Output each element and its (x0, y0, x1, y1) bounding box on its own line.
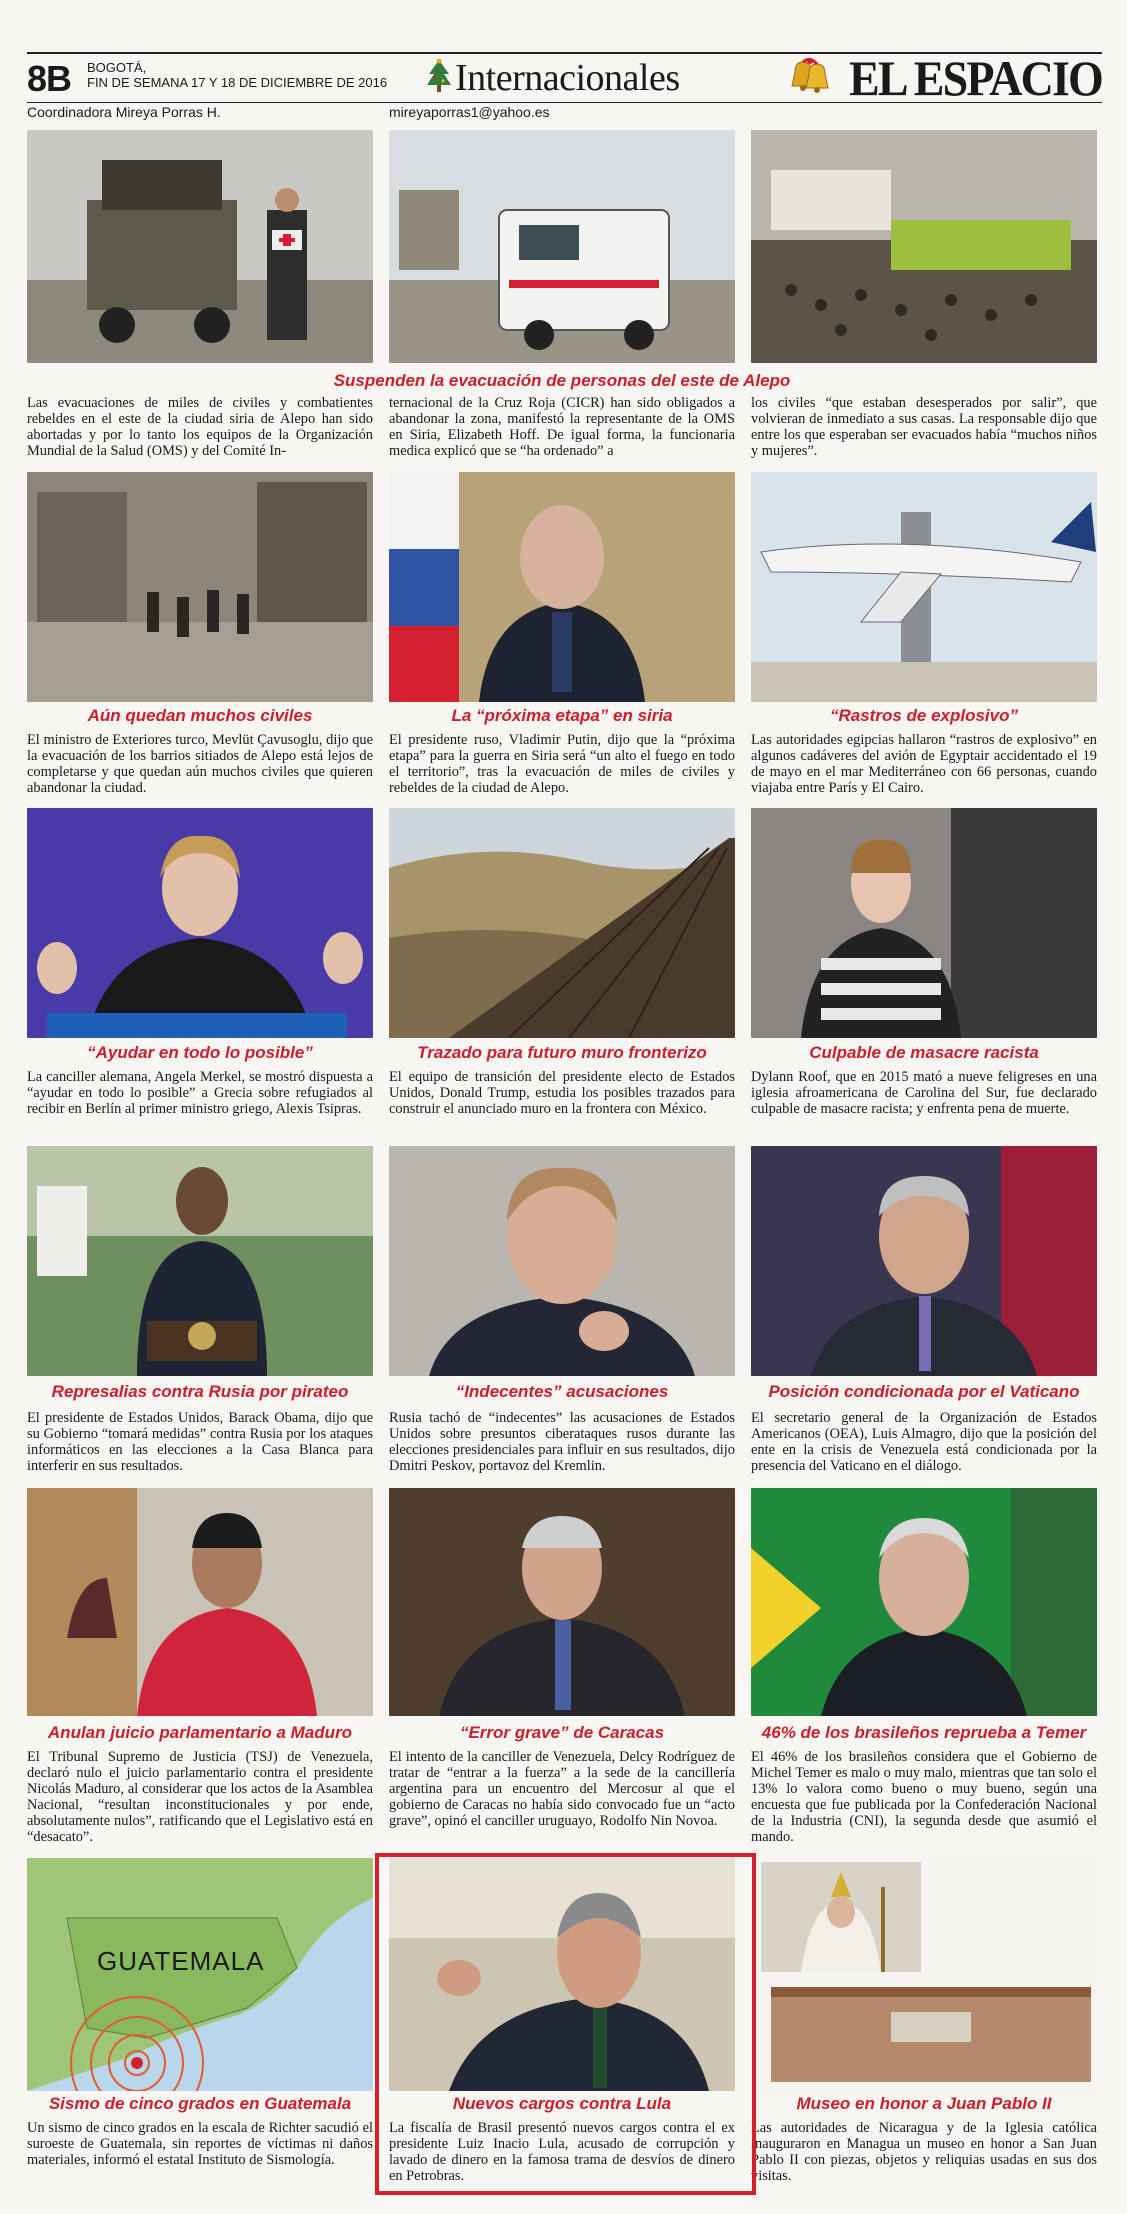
photo-aleppo-ruins (27, 472, 373, 702)
date-label: FIN DE SEMANA 17 Y 18 DE DICIEMBRE DE 2016 (87, 75, 388, 90)
map-label: GUATEMALA (97, 1946, 265, 1976)
story-headline: Trazado para futuro muro fronterizo (417, 1043, 707, 1062)
story-headline: “Indecentes” acusaciones (455, 1382, 669, 1401)
story-headline: Represalias contra Rusia por pirateo (51, 1382, 349, 1401)
story-text: La canciller alemana, Angela Merkel, se mostró dispuesta a “ayudar en todo lo posible” a Grecia sobre refugiados al recibir en Berlín al primer ministro griego, Alexis Tsipras. (27, 1069, 373, 1117)
photo-peskov (389, 1146, 735, 1376)
photo-maduro (27, 1488, 373, 1716)
story-headline: Culpable de masacre racista (809, 1043, 1039, 1062)
lead-headline: Suspenden la evacuación de personas del este de Alepo (333, 371, 791, 390)
photo-almagro (751, 1146, 1097, 1376)
story-headline: Museo en honor a Juan Pablo II (796, 2094, 1052, 2113)
lead-text-col3: los civiles “que estaban desesperados por salir”, que volvieran de inmediato a sus casas. La responsable dijo que entre los que esperaban ser evacuados había “muchos niños y mujeres”. (751, 395, 1097, 459)
page-header (27, 50, 1102, 106)
photo-temer (751, 1488, 1097, 1716)
photo-evacuation-truck (27, 130, 373, 363)
highlight-box-lula-story (375, 1853, 756, 2195)
story-text: El presidente ruso, Vladimir Putin, dijo que la “próxima etapa” para la guerra en Siria será “un alto el fuego en todo el territorio”, tras la evacuación de miles de civiles y rebeldes de la ciudad de Alepo. (389, 732, 735, 796)
coordinator-email: mireyaporras1@yahoo.es (389, 104, 550, 120)
story-text: Un sismo de cinco grados en la escala de Richter sacudió el suroeste de Guatemala, sin reportes de víctimas ni daños materiales, informó el estatal Instituto de Sismología. (27, 2120, 373, 2168)
photo-putin (389, 472, 735, 702)
story-headline: Nuevos cargos contra Lula (452, 2094, 672, 2113)
page-number: 8B (27, 58, 72, 99)
dateline (87, 60, 387, 90)
masthead: EL ESPACIO (849, 50, 1102, 106)
photo-egyptair-plane (751, 472, 1097, 702)
story-headline: Posición condicionada por el Vaticano (768, 1382, 1080, 1401)
story-text: La fiscalía de Brasil presentó nuevos cargos contra el ex presidente Luiz Inacio Lula, acusado de corrupción y lavado de dinero en la famosa trama de desvíos de dinero en Petrobras. (389, 2120, 735, 2184)
city-label: BOGOTÁ, (87, 60, 147, 75)
story-headline: 46% de los brasileños reprueba a Temer (761, 1723, 1087, 1742)
photo-border-wall (389, 808, 735, 1038)
photo-nin-novoa (389, 1488, 735, 1716)
lead-text-col2: ternacional de la Cruz Roja (CICR) han sido obligados a abandonar la zona, manifestó la representante de la OMS en Siria, Elizabeth Hoff. De igual forma, la funcionaria medica explicó que se “ha ordenado” a (389, 395, 735, 459)
story-text: El 46% de los brasileños considera que el Gobierno de Michel Temer es malo o muy malo, mientras que tan solo el 13% lo valora como bueno o muy bueno, según una encuesta que fue publicada por la Confederación Nacional de la Industria (CNI), la segunda desde que asumió el mando. (751, 1749, 1097, 1845)
story-text: El intento de la canciller de Venezuela, Delcy Rodríguez de tratar de “entrar a la fuerza” a la sede de la cancillería argentina para un encuentro del Mercosur al que el gobierno de Caracas no había sido convocado fue un “acto grave”, opinó el canciller uruguayo, Rodolfo Nin Novoa. (389, 1749, 735, 1829)
lead-text-col1: Las evacuaciones de miles de civiles y combatientes rebeldes en el este de la ciudad siria de Alepo han sido abortadas y por lo tanto los equipos de la Organización Mundial de la Salud (OMS) y del Comité In- (27, 395, 373, 459)
christmas-tree-icon (425, 58, 453, 96)
story-headline: Aún quedan muchos civiles (87, 706, 313, 725)
story-text: El ministro de Exteriores turco, Mevlüt Çavusoglu, dijo que la evacuación de los barrios sitiados de Alepo está lejos de completarse y que quedan aún muchos civiles que quieren abandonar la ciudad. (27, 732, 373, 796)
photo-obama (27, 1146, 373, 1376)
photo-dylann-roof (751, 808, 1097, 1038)
story-headline: Anulan juicio parlamentario a Maduro (47, 1723, 353, 1742)
photo-merkel (27, 808, 373, 1038)
story-text: Las autoridades egipcias hallaron “rastros de explosivo” en algunos cadáveres del avión de Egyptair accidentado el 19 de mayo en el mar Mediterráneo con 66 personas, cuando viajaba entre París y El Cairo. (751, 732, 1097, 796)
story-headline: “Error grave” de Caracas (459, 1723, 665, 1742)
story-headline: “Rastros de explosivo” (829, 706, 1018, 725)
coordinator-credit: Coordinadora Mireya Porras H. (27, 104, 221, 120)
story-headline: “Ayudar en todo lo posible” (87, 1043, 313, 1062)
photo-guatemala-map (27, 1858, 373, 2091)
story-text: Dylann Roof, que en 2015 mató a nueve feligreses en una iglesia afroamericana de Carolina del Sur, fue declarado culpable de masacre racista; y enfrenta pena de muerte. (751, 1069, 1097, 1117)
story-headline: Sismo de cinco grados en Guatemala (48, 2094, 352, 2113)
story-text: Las autoridades de Nicaragua y de la Iglesia católica inauguraron en Managua un museo en honor a San Juan Pablo II con piezas, objetos y reliquias usadas en sus dos visitas. (751, 2120, 1097, 2184)
story-text: El presidente de Estados Unidos, Barack Obama, dijo que su Gobierno “tomará medidas” contra Rusia por los ataques informáticos en las elecciones a la Casa Blanca para interferir en sus resultados. (27, 1410, 373, 1474)
christmas-bells-icon (785, 58, 835, 98)
photo-buses-crowd (751, 130, 1097, 363)
section-title: Internacionales (455, 57, 680, 99)
story-headline: La “próxima etapa” en siria (451, 706, 673, 725)
story-text: Rusia tachó de “indecentes” las acusaciones de Estados Unidos sobre presuntos ciberataques rusos durante las elecciones presidenciales para influir en sus resultados, dijo Dmitri Peskov, portavoz del Kremlin. (389, 1410, 735, 1474)
photo-red-cross-ambulance (389, 130, 735, 363)
story-text: El Tribunal Supremo de Justicia (TSJ) de Venezuela, declaró nulo el juicio parlamentario contra el presidente Nicolás Maduro, al considerar que los actos de la Asamblea Nacional, “resultan inconstitucionales y por ende, absolutamente nulos”, ratificando que el Legislativo está en “desacato”. (27, 1749, 373, 1845)
photo-juan-pablo-museum (761, 1862, 1097, 2091)
story-text: El secretario general de la Organización de Estados Americanos (OEA), Luis Almagro, dijo que la posición del ente en la crisis de Venezuela está condicionada por la presencia del Vaticano en el diálogo. (751, 1410, 1097, 1474)
story-text: El equipo de transición del presidente electo de Estados Unidos, Donald Trump, estudia los posibles trazados para construir el anunciado muro en la frontera con México. (389, 1069, 735, 1117)
